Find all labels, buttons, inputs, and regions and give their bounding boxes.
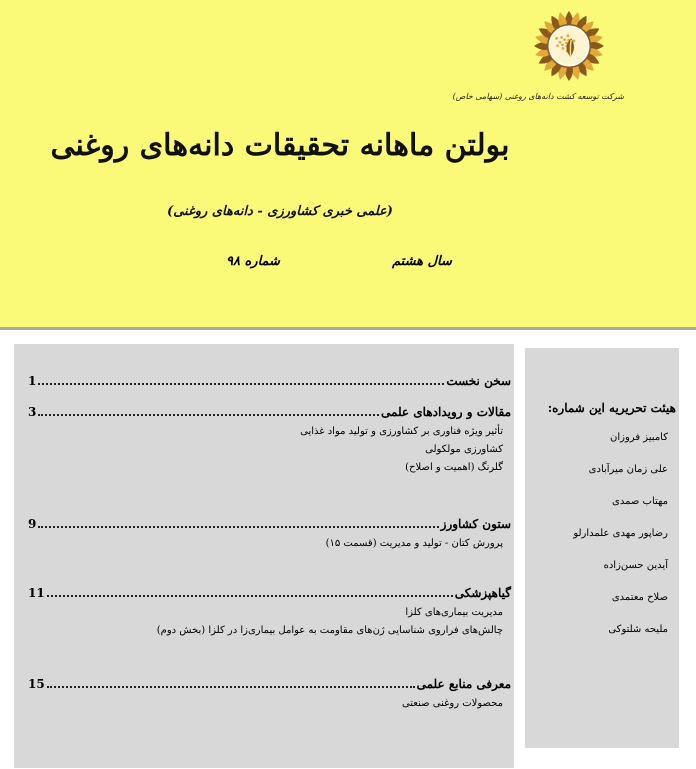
issue-number: شماره ۹۸ — [226, 254, 280, 269]
bulletin-title: بولتن ماهانه تحقیقات دانه‌های روغنی — [50, 128, 510, 163]
toc-section-label: مقالات و رویدادهای علمی — [381, 405, 511, 419]
toc-section-farmer-column — [28, 517, 511, 549]
toc-page-number: 1 — [28, 374, 37, 388]
toc-leader-dots — [38, 414, 379, 416]
toc-section-label: معرفی منابع علمی — [416, 677, 511, 691]
board-member: آیدین حسن‌زاده — [603, 560, 668, 571]
toc-section-label: سخن نخست — [446, 374, 511, 388]
toc-page-number: 3 — [28, 405, 37, 419]
toc-page-number: 15 — [28, 677, 45, 691]
board-member: ملیحه شلتوکی — [608, 624, 668, 635]
toc-leader-dots — [38, 383, 444, 385]
toc-leader-dots — [47, 595, 453, 597]
toc-item: گلرنگ (اهمیت و اصلاح) — [405, 462, 503, 473]
board-member: رضاپور مهدی علمدارلو — [573, 528, 668, 539]
toc-section-scientific-sources — [28, 677, 511, 709]
toc-item: مدیریت بیماری‌های کلزا — [405, 607, 503, 618]
board-member: مهتاب صمدی — [612, 496, 668, 507]
toc-leader-dots — [47, 686, 415, 688]
toc-item: محصولات روغنی صنعتی — [401, 698, 503, 709]
toc-item: چالش‌های فراروی شناسایی ژن‌های مقاومت به عوامل بیماری‌زا در کلزا (بخش دوم) — [156, 625, 503, 636]
toc-item: تأثیر ویژه فناوری بر کشاورزی و تولید مواد غذایی — [300, 426, 503, 437]
board-member: کامبیز فروزان — [610, 432, 668, 443]
toc-section-editorial — [28, 374, 511, 388]
company-logo-icon — [531, 8, 607, 84]
toc-section-articles — [28, 405, 511, 473]
toc-leader-dots — [38, 526, 438, 528]
board-member: صلاح معتمدی — [611, 592, 668, 603]
company-name: شرکت توسعه کشت دانه‌های روغنی (سهامی خاص) — [452, 92, 624, 101]
toc-section-label: گیاهپزشکی — [454, 586, 511, 600]
toc-section-label: ستون کشاورز — [440, 517, 511, 531]
toc-item: کشاورزی مولکولی — [425, 444, 503, 455]
toc-page-number: 11 — [28, 586, 45, 600]
year-label: سال هشتم — [392, 254, 452, 269]
editorial-board-title: هیئت تحریریه این شماره: — [547, 401, 676, 415]
toc-item: پرورش کتان - تولید و مدیریت (قسمت ۱۵) — [325, 538, 503, 549]
bulletin-subtitle: (علمی خبری کشاورزی - دانه‌های روغنی) — [167, 204, 393, 219]
toc-page-number: 9 — [28, 517, 37, 531]
board-member: علی زمان میرآبادی — [588, 464, 668, 475]
header-banner — [0, 0, 696, 330]
toc-section-plant-protection — [28, 586, 511, 636]
